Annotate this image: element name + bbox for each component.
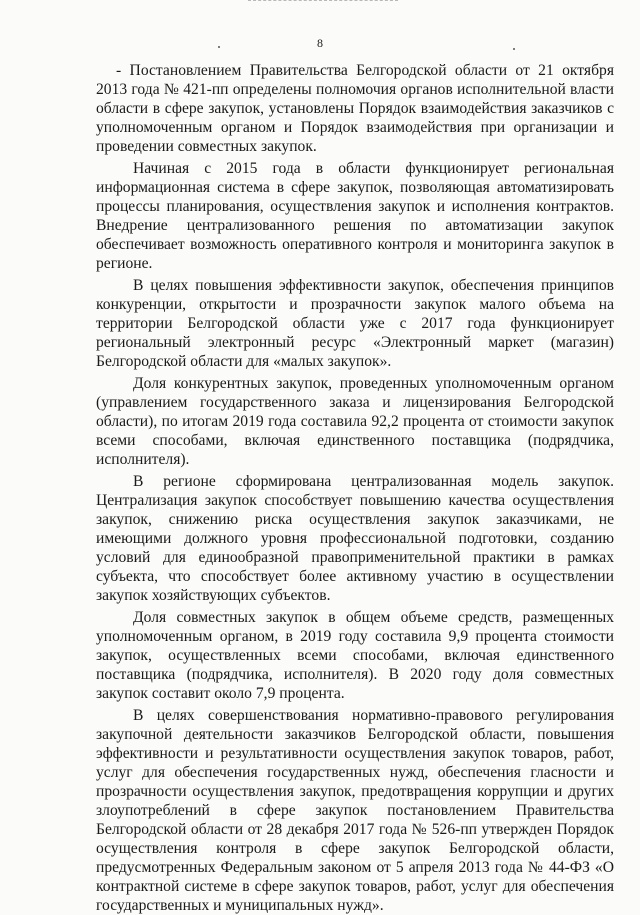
document-body xyxy=(96,61,614,915)
paragraph-2: Начиная с 2015 года в области функционирует региональная информационная система в сфере закупок, позволяющая автоматизировать процессы планирования, осуществления закупок и исполнения контрактов. Внедрение централизованного решения по автоматизации закупок обеспечивает возможность оперативного контроля и мониторинга закупок в регионе. xyxy=(96,160,614,272)
paragraph-4: Доля конкурентных закупок, проведенных уполномоченным органом (управлением государственного заказа и лицензирования Белгородской области), по итогам 2019 года составила 92,2 процента от стоимости закупок всеми способами, включая единственного поставщика (подрядчика, исполнителя). xyxy=(96,375,614,468)
page-number: 8 xyxy=(317,36,323,50)
paragraph-7: В целях совершенствования нормативно-правового регулирования закупочной деятельности заказчиков Белгородской области, повышения эффективности и результативности осуществления закупок товаров, работ, услуг для обеспечения государственных нужд, обеспечения гласности и прозрачности осуществления закупок, предотвращения коррупции и других злоупотреблений в сфере закупок постановлением Правительства Белгородской области от 28 декабря 2017 года № 526-пп утвержден Порядок осуществления контроля в сфере закупок Белгородской области, предусмотренных Федеральным законом от 5 апреля 2013 года № 44-ФЗ «О контрактной системе в сфере закупок товаров, работ, услуг для обеспечения государственных и муниципальных нужд». xyxy=(96,707,614,914)
paragraph-6: Доля совместных закупок в общем объеме средств, размещенных уполномоченным органом, в 2019 году составила 9,9 процента стоимости закупок, осуществленных всеми способами, включая единственного поставщика (подрядчика, исполнителя). В 2020 году доля совместных закупок составит около 7,9 процента. xyxy=(96,609,614,702)
paragraph-3: В целях повышения эффективности закупок, обеспечения принципов конкуренции, открытости и прозрачности закупок малого объема на территории Белгородской области уже с 2017 года функционирует региональный электронный ресурс «Электронный маркет (магазин) Белгородской области для «малых закупок». xyxy=(96,277,614,370)
top-scan-mark xyxy=(248,0,398,3)
paragraph-5: В регионе сформирована централизованная модель закупок. Централизация закупок способствует повышению качества осуществления закупок, снижению риска осуществления закупок заказчиками, не имеющими должного уровня профессиональной подготовки, созданию условий для единообразной правоприменительной практики в рамках субъекта, что способствует более активному участию в осуществлении закупок хозяйствующих субъектов. xyxy=(96,473,614,604)
paragraph-1: - Постановлением Правительства Белгородской области от 21 октября 2013 года № 421-пп определены полномочия органов исполнительной власти области в сфере закупок, установлены Порядок взаимодействия заказчиков с уполномоченным органом и Порядок взаимодействия при организации и проведении совместных закупок. xyxy=(96,62,614,155)
